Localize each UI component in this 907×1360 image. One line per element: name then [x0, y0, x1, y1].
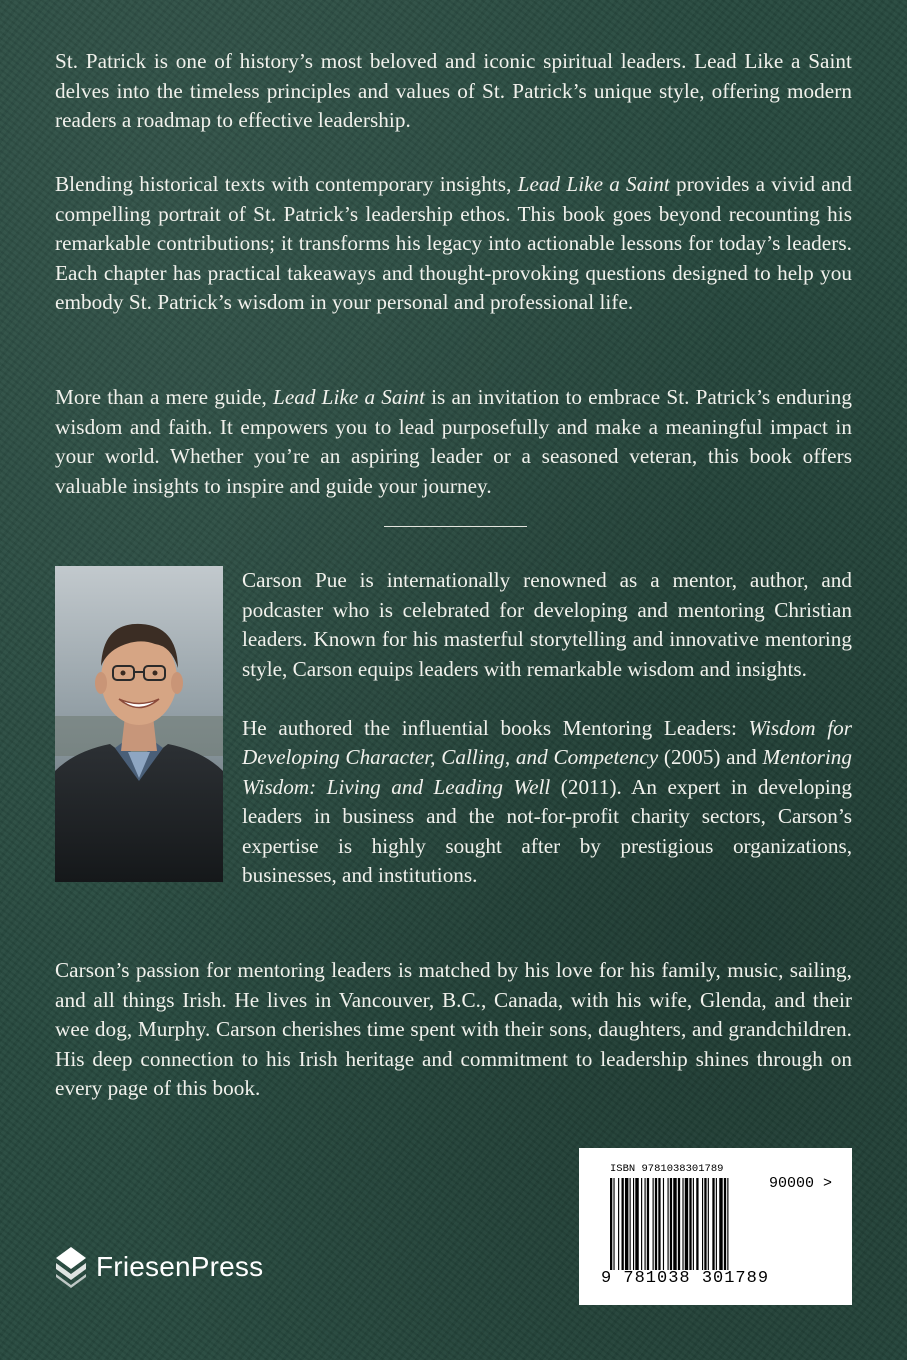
barcode-bar	[625, 1178, 628, 1270]
barcode-bar	[658, 1178, 660, 1270]
friesenpress-logo-icon	[54, 1245, 88, 1289]
barcode-bar	[668, 1178, 669, 1270]
barcode-bar	[635, 1178, 638, 1270]
text-run: (2005) and	[658, 745, 763, 769]
barcode-bar	[724, 1178, 726, 1270]
text-run: Blending historical texts with contemporary insights,	[55, 172, 518, 196]
publisher-name: FriesenPress	[96, 1251, 264, 1282]
text-run: is an invitation to embrace St. Patrick’s enduring wisdom and faith. It empowers you to lead purposefully and make a meaningful impact in your world. Whether you’re an aspiring leader or a seasoned veteran, this book offers valuable insights to inspire and guide your journey.	[55, 385, 853, 498]
barcode-bar	[712, 1178, 714, 1270]
text-run: provides a vivid and compelling portrait of St. Patrick’s leadership ethos. This book goes beyond recounting his remarkable contributions; it transforms his legacy into actionable lessons for today’s leaders. Each chapter has practical takeaways and thought-provoking questions designed to help you embody St. Patrick’s wisdom in your personal and professional life.	[55, 172, 852, 314]
barcode-bar	[693, 1178, 694, 1270]
barcode-bar	[708, 1178, 709, 1270]
barcode-bar	[673, 1178, 676, 1270]
text-run: More than a mere guide,	[55, 385, 273, 409]
barcode-bar	[613, 1178, 614, 1270]
isbn-digits: 9 781038 301789	[601, 1269, 770, 1288]
barcode-bar	[727, 1178, 728, 1270]
barcode-bar	[678, 1178, 680, 1270]
barcode-bar	[663, 1178, 664, 1270]
description-paragraph-1: St. Patrick is one of history’s most beloved and iconic spiritual leaders. Lead Like a Saint delves into the timeless principles and values of St. Patrick’s unique style, offering modern readers a roadmap to effective leadership.	[55, 49, 852, 132]
section-divider	[384, 526, 527, 527]
barcode-bar	[689, 1178, 691, 1270]
barcode-bar	[641, 1178, 642, 1270]
barcode-bar	[610, 1178, 612, 1270]
bio-paragraph-3: Carson’s passion for mentoring leaders is matched by his love for his family, music, sailing, and all things Irish. He lives in Vancouver, B.C., Canada, with his wife, Glenda, and their wee dog, Murphy. Carson cherishes time spent with their sons, daughters, and grandchildren. His deep connection to his Irish heritage and commitment to leadership shines through on every page of this book.	[55, 958, 852, 1100]
book-title: Lead Like a Saint	[517, 172, 670, 196]
barcode-bar	[647, 1178, 649, 1270]
price-code: 90000 >	[769, 1175, 833, 1192]
description-paragraph-3	[55, 383, 852, 501]
barcode-bar	[716, 1178, 717, 1270]
barcode-bar	[645, 1178, 646, 1270]
barcode-bar	[682, 1178, 683, 1270]
barcode-bar	[685, 1178, 688, 1270]
book-title: Lead Like a Saint	[272, 385, 426, 409]
book-title: Wisdom for Developing Character, Calling, and Competency	[242, 715, 852, 769]
barcode-bar	[704, 1178, 706, 1270]
author-bio	[55, 566, 852, 920]
barcode-bar	[630, 1178, 631, 1270]
barcode-bar	[618, 1178, 619, 1270]
barcode-bar	[655, 1178, 657, 1270]
barcode-bar	[702, 1178, 703, 1270]
barcode-bar	[622, 1178, 624, 1270]
barcode-bar	[653, 1178, 654, 1270]
bio-paragraph-1: Carson Pue is internationally renowned as a mentor, author, and podcaster who is celebrated for developing and mentoring Christian leaders. Known for his masterful storytelling and innovative mentoring style, Carson equips leaders with remarkable wisdom and insights.	[242, 568, 852, 681]
barcode-bar	[670, 1178, 672, 1270]
barcode-bar	[719, 1178, 722, 1270]
barcode-block	[579, 1148, 852, 1305]
barcode-bar	[696, 1178, 698, 1270]
description-paragraph-2	[55, 170, 852, 318]
isbn-label: ISBN 9781038301789	[610, 1163, 724, 1175]
photo-space	[55, 566, 223, 882]
text-run: (2011). An expert in developing leaders in business and the not-for-profit charity sectors, Carson’s expertise is highly sought after by prestigious organizations, businesses, and institutions.	[242, 774, 852, 887]
isbn-barcode	[610, 1178, 760, 1270]
text-run: He authored the influential books Mentoring Leaders:	[242, 715, 749, 740]
publisher-logo	[54, 1244, 263, 1290]
book-title: Mentoring Wisdom: Living and Leading Well	[242, 745, 852, 799]
barcode-bar	[633, 1178, 634, 1270]
